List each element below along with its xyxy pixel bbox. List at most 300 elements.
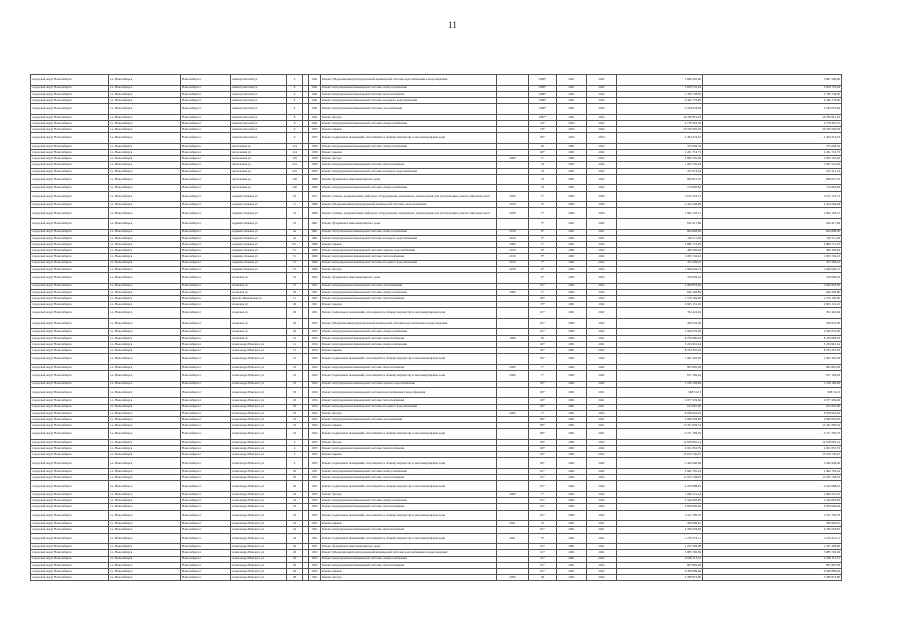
cell-area xyxy=(497,387,529,398)
cell-y2: 2022 xyxy=(587,446,617,452)
cell-settlement: Новосибирск г xyxy=(181,452,231,458)
cell-cost: 16 700 812,63 xyxy=(617,114,703,120)
cell-area xyxy=(497,133,529,144)
cell-district: городской округ Новосибирск xyxy=(31,185,109,191)
cell-y1: 2002 xyxy=(557,381,587,387)
cell-year: 1954 xyxy=(309,341,321,347)
cell-street: Азовская ул xyxy=(231,283,287,289)
cell-work: Ремонт внутридомовой инженерной системы холодного водоснабжения xyxy=(321,97,497,103)
cell-year: 1953 xyxy=(309,504,321,510)
cell-work: Ремонт (Модернизация) внутридомовой инженерной системы водоснабжения и водоотведения xyxy=(321,550,497,556)
cell-district: городской округ Новосибирск xyxy=(31,498,109,504)
cell-settlement: Новосибирск г xyxy=(181,348,231,354)
cell-y1: 2001 xyxy=(557,143,587,149)
cell-cost: 646 206,80 xyxy=(617,289,703,295)
cell-year: 1951 xyxy=(309,308,321,319)
cell-house: 18 xyxy=(287,387,303,398)
cell-street: Азовская ул xyxy=(231,289,287,295)
cell-settlement: Новосибирск г xyxy=(181,410,231,416)
cell-street: Автогенная ул xyxy=(231,168,287,174)
cell-work: Ремонт фасада xyxy=(321,156,497,162)
cell-period: 62 xyxy=(529,143,557,149)
cell-y1: 2002 xyxy=(557,575,587,581)
cell-street: Александра Невского ул xyxy=(231,370,287,381)
cell-street: Александра Невского ул xyxy=(231,562,287,568)
cell-area: 2009 xyxy=(497,410,529,416)
cell-street: Авиастроителей ул xyxy=(231,97,287,103)
cell-total: 3 012 153,13 xyxy=(703,191,842,202)
cell-y2: 2022 xyxy=(587,475,617,481)
cell-y2: 2022 xyxy=(587,150,617,156)
cell-year: 1952 xyxy=(309,562,321,568)
cell-total: 1 069 626,72 xyxy=(703,266,842,272)
cell-y1: 2003 xyxy=(557,191,587,202)
cell-y2: 2022 xyxy=(587,308,617,319)
cell-municipality: г.о. Новосибирск xyxy=(109,127,181,133)
cell-y2: 2022 xyxy=(587,114,617,120)
cell-period: 91* xyxy=(529,475,557,481)
cell-y2: 2022 xyxy=(587,481,617,492)
cell-work: Ремонт внутридомовой инженерной системы электроснабжения xyxy=(321,185,497,191)
cell-year: 1961 xyxy=(309,229,321,235)
cell-municipality: г.о. Новосибирск xyxy=(109,556,181,562)
cell-cost: 2 549 083,99 xyxy=(617,498,703,504)
cell-house: 26 xyxy=(287,550,303,556)
cell-period: 91* xyxy=(529,568,557,574)
cell-y1: 2001 xyxy=(557,168,587,174)
cell-year: 1951 xyxy=(309,575,321,581)
cell-y1: 2001 xyxy=(557,219,587,230)
cell-street: Александра Невского ул xyxy=(231,475,287,481)
cell-house: 148 xyxy=(287,174,303,185)
cell-settlement: Новосибирск г xyxy=(181,150,231,156)
cell-y1: 2002 xyxy=(557,318,587,329)
cell-y1: 2002 xyxy=(557,469,587,475)
cell-house: 21 xyxy=(287,272,303,283)
cell-y2: 2021 xyxy=(587,521,617,527)
cell-period: 60* xyxy=(529,150,557,156)
cell-y2: 2022 xyxy=(587,75,617,86)
cell-municipality: г.о. Новосибирск xyxy=(109,354,181,365)
cell-period: 1986* xyxy=(529,91,557,97)
cell-district: городской округ Новосибирск xyxy=(31,423,109,429)
cell-settlement: Новосибирск г xyxy=(181,527,231,533)
cell-y2: 2022 xyxy=(587,272,617,283)
cell-settlement: Новосибирск г xyxy=(181,241,231,247)
cell-total: 2 006 853,60 xyxy=(703,283,842,289)
table-row xyxy=(31,481,842,492)
cell-street: Александра Невского ул xyxy=(231,439,287,445)
table-row xyxy=(31,429,842,440)
cell-year: 1958 xyxy=(309,185,321,191)
cell-cost: 2 006 853,60 xyxy=(617,283,703,289)
cell-y1: 2001 xyxy=(557,75,587,86)
cell-y2: 2022 xyxy=(587,248,617,254)
cell-total: 1 902 303,39 xyxy=(703,354,842,365)
cell-cost: 475 296,42 xyxy=(617,260,703,266)
cell-cost: 4 951 853,79 xyxy=(617,446,703,452)
cell-street: Авиастроителей ул xyxy=(231,104,287,115)
cell-total: 4 951 853,79 xyxy=(703,446,842,452)
cell-cost: 352 416,94 xyxy=(617,308,703,319)
cell-settlement: Новосибирск г xyxy=(181,75,231,86)
cell-cost: 472 213,24 xyxy=(617,168,703,174)
cell-total: 1 570 160,00 xyxy=(703,295,842,301)
cell-district: городской округ Новосибирск xyxy=(31,208,109,219)
cell-y1: 2001 xyxy=(557,521,587,527)
cell-year: 1954 xyxy=(309,416,321,422)
cell-y2: 2021 xyxy=(587,335,617,341)
cell-y2: 2021 xyxy=(587,229,617,235)
cell-area xyxy=(497,174,529,185)
cell-work: Ремонт (замена, модернизация) лифтового оборудования, признанного непригодным для эксплуатации, ремонт лифтовых шахт xyxy=(321,208,497,219)
cell-work: Ремонт внутридомовой инженерной системы теплоснабжения xyxy=(321,335,497,341)
cell-year: 1960 xyxy=(309,248,321,254)
cell-area: 2009 xyxy=(497,289,529,295)
cell-y2: 2022 xyxy=(587,260,617,266)
cell-area: 2019 xyxy=(497,260,529,266)
cell-period: 91* xyxy=(529,527,557,533)
cell-municipality: г.о. Новосибирск xyxy=(109,498,181,504)
cell-total: 3 311 785,79 xyxy=(703,510,842,521)
cell-work: Ремонт подвальных помещений, относящихся к общему имуществу в многоквартирном доме xyxy=(321,429,497,440)
cell-period: 91* xyxy=(529,308,557,319)
cell-district: городской округ Новосибирск xyxy=(31,335,109,341)
cell-district: городской округ Новосибирск xyxy=(31,248,109,254)
cell-district: городской округ Новосибирск xyxy=(31,241,109,247)
cell-year: 1952 xyxy=(309,272,321,283)
cell-y1: 2002 xyxy=(557,254,587,260)
cell-period: 1* xyxy=(529,289,557,295)
cell-work: Ремонт фундамента многоквартирного дома xyxy=(321,272,497,283)
cell-district: городской округ Новосибирск xyxy=(31,114,109,120)
cell-area: 2019 xyxy=(497,248,529,254)
cell-total: 905 805,09 xyxy=(703,364,842,370)
cell-y2: 2022 xyxy=(587,452,617,458)
cell-work: Ремонт подвальных помещений, относящихся к общему имуществу в многоквартирном доме xyxy=(321,458,497,469)
cell-street: Дурова-Ивановская ул xyxy=(231,295,287,301)
cell-total: 2 261 716,75 xyxy=(703,150,842,156)
cell-municipality: г.о. Новосибирск xyxy=(109,156,181,162)
cell-municipality: г.о. Новосибирск xyxy=(109,97,181,103)
cell-street: Александра Невского ул xyxy=(231,381,287,387)
cell-house: 5 xyxy=(287,75,303,86)
cell-settlement: Новосибирск г xyxy=(181,248,231,254)
cell-house: 29 xyxy=(287,308,303,319)
cell-cost: 1 235 472,11 xyxy=(617,533,703,544)
cell-period: 1986* xyxy=(529,97,557,103)
cell-work: Ремонт фасада xyxy=(321,410,497,416)
cell-y2: 2022 xyxy=(587,104,617,115)
cell-cost: 6 440 776,00 xyxy=(617,97,703,103)
cell-work: Ремонт внутридомовой инженерной системы электроснабжения xyxy=(321,556,497,562)
cell-y2: 2022 xyxy=(587,289,617,295)
cell-work: Ремонт подвальных помещений, относящихся к общему имуществу в многоквартирном доме xyxy=(321,510,497,521)
cell-settlement: Новосибирск г xyxy=(181,544,231,550)
cell-house: 27 xyxy=(287,283,303,289)
cell-district: городской округ Новосибирск xyxy=(31,575,109,581)
cell-total: 5 234 961,44 xyxy=(703,341,842,347)
cell-cost: 2 096 692,92 xyxy=(617,416,703,422)
cell-y2: 2022 xyxy=(587,329,617,335)
cell-house: 6 xyxy=(287,85,303,91)
cell-year: 1959 xyxy=(309,168,321,174)
cell-cost: 613 667,00 xyxy=(617,404,703,410)
cell-total: 496 366,94 xyxy=(703,248,842,254)
cell-municipality: г.о. Новосибирск xyxy=(109,241,181,247)
cell-municipality: г.о. Новосибирск xyxy=(109,202,181,208)
cell-street: Александра Невского ул xyxy=(231,533,287,544)
cell-settlement: Новосибирск г xyxy=(181,469,231,475)
cell-house: 20 xyxy=(287,469,303,475)
cell-settlement: Новосибирск г xyxy=(181,533,231,544)
cell-municipality: г.о. Новосибирск xyxy=(109,308,181,319)
cell-cost: 8 764 367,03 xyxy=(617,348,703,354)
cell-y1: 2001 xyxy=(557,97,587,103)
cell-total: 2 926 679,00 xyxy=(703,329,842,335)
cell-cost: 8 958 663,62 xyxy=(617,410,703,416)
cell-cost: 2 000 105,00 xyxy=(617,156,703,162)
cell-year: 1954 xyxy=(309,404,321,410)
cell-settlement: Новосибирск г xyxy=(181,191,231,202)
cell-street: Адриена Лежена ул xyxy=(231,229,287,235)
cell-municipality: г.о. Новосибирск xyxy=(109,475,181,481)
cell-settlement: Новосибирск г xyxy=(181,156,231,162)
cell-district: городской округ Новосибирск xyxy=(31,504,109,510)
cell-y2: 2022 xyxy=(587,97,617,103)
cell-work: Ремонт внутридомовой инженерной системы теплоснабжения xyxy=(321,364,497,370)
cell-district: городской округ Новосибирск xyxy=(31,295,109,301)
cell-district: городской округ Новосибирск xyxy=(31,260,109,266)
cell-y1: 2001 xyxy=(557,235,587,241)
cell-y1: 2003 xyxy=(557,162,587,168)
cell-cost: 1 069 626,72 xyxy=(617,266,703,272)
cell-district: городской округ Новосибирск xyxy=(31,85,109,91)
cell-period: 69* xyxy=(529,133,557,144)
cell-y1: 2002 xyxy=(557,150,587,156)
cell-total: 2 000 105,00 xyxy=(703,156,842,162)
cell-total: 8 270 680,63 xyxy=(703,335,842,341)
cell-year: 1954 xyxy=(309,348,321,354)
cell-y2: 2022 xyxy=(587,120,617,126)
cell-total: 2 760 738,00 xyxy=(703,91,842,97)
cell-year: 1941 xyxy=(309,120,321,126)
cell-municipality: г.о. Новосибирск xyxy=(109,521,181,527)
cell-y2: 2021 xyxy=(587,429,617,440)
cell-year: 1951 xyxy=(309,469,321,475)
cell-period: 69* xyxy=(529,439,557,445)
cell-municipality: г.о. Новосибирск xyxy=(109,492,181,498)
cell-municipality: г.о. Новосибирск xyxy=(109,387,181,398)
cell-cost: 2 880 772,03 xyxy=(617,241,703,247)
cell-district: городской округ Новосибирск xyxy=(31,91,109,97)
cell-house: 11 xyxy=(287,202,303,208)
cell-year: 1955 xyxy=(309,458,321,469)
cell-y2: 2022 xyxy=(587,85,617,91)
cell-period: 91* xyxy=(529,498,557,504)
cell-street: Адриена Лежена ул xyxy=(231,254,287,260)
cell-y1: 2001 xyxy=(557,568,587,574)
cell-street: Александра Невского ул xyxy=(231,348,287,354)
cell-district: городской округ Новосибирск xyxy=(31,75,109,86)
cell-y1: 2022 xyxy=(557,127,587,133)
cell-work: Ремонт крыши xyxy=(321,423,497,429)
cell-y1: 2002 xyxy=(557,335,587,341)
cell-year: 1959 xyxy=(309,143,321,149)
cell-street: Александра Невского ул xyxy=(231,481,287,492)
cell-settlement: Новосибирск г xyxy=(181,283,231,289)
cell-municipality: г.о. Новосибирск xyxy=(109,452,181,458)
cell-area xyxy=(497,219,529,230)
cell-cost: 905 805,09 xyxy=(617,364,703,370)
cell-area: 2009 xyxy=(497,492,529,498)
cell-house: 6 xyxy=(287,97,303,103)
cell-district: городской округ Новосибирск xyxy=(31,283,109,289)
cell-y2: 2022 xyxy=(587,354,617,365)
cell-settlement: Новосибирск г xyxy=(181,272,231,283)
cell-district: городской округ Новосибирск xyxy=(31,174,109,185)
cell-area: 2009 xyxy=(497,156,529,162)
cell-settlement: Новосибирск г xyxy=(181,185,231,191)
cell-year: 1954 xyxy=(309,381,321,387)
cell-district: городской округ Новосибирск xyxy=(31,104,109,115)
cell-district: городской округ Новосибирск xyxy=(31,289,109,295)
cell-cost: 2 962 785,24 xyxy=(617,469,703,475)
cell-street: Авиастроителей ул xyxy=(231,133,287,144)
cell-settlement: Новосибирск г xyxy=(181,510,231,521)
cell-period: 91* xyxy=(529,469,557,475)
cell-total: 3 271 782,79 xyxy=(703,429,842,440)
cell-house: 2 xyxy=(287,458,303,469)
cell-year: 1954 xyxy=(309,335,321,341)
cell-street: Автогенная ул xyxy=(231,150,287,156)
cell-work: Ремонт крыши xyxy=(321,568,497,574)
table-row xyxy=(31,219,842,230)
cell-cost: 5 234 961,44 xyxy=(617,341,703,347)
cell-district: городской округ Новосибирск xyxy=(31,492,109,498)
cell-y1: 2001 xyxy=(557,91,587,97)
cell-period: 91* xyxy=(529,283,557,289)
cell-settlement: Новосибирск г xyxy=(181,318,231,329)
cell-y2: 2021 xyxy=(587,416,617,422)
cell-year: 1957 xyxy=(309,127,321,133)
table-row xyxy=(31,174,842,185)
cell-y2: 2022 xyxy=(587,568,617,574)
cell-settlement: Новосибирск г xyxy=(181,381,231,387)
cell-y1: 2022 xyxy=(557,133,587,144)
cell-cost: 3 885 700,69 xyxy=(617,550,703,556)
cell-period: 69* xyxy=(529,452,557,458)
cell-house: 2 xyxy=(287,452,303,458)
cell-total: 4 766 059,82 xyxy=(703,527,842,533)
cell-house: 19 xyxy=(287,429,303,440)
cell-municipality: г.о. Новосибирск xyxy=(109,150,181,156)
cell-year: 1952 xyxy=(309,329,321,335)
cell-cost: 4 778 363,35 xyxy=(617,120,703,126)
cell-street: Александра Невского ул xyxy=(231,550,287,556)
cell-municipality: г.о. Новосибирск xyxy=(109,458,181,469)
cell-period: 69* xyxy=(529,381,557,387)
cell-year: 1960 xyxy=(309,202,321,208)
cell-year: 1951 xyxy=(309,289,321,295)
cell-district: городской округ Новосибирск xyxy=(31,133,109,144)
cell-settlement: Новосибирск г xyxy=(181,521,231,527)
cell-street: Авиастроителей ул xyxy=(231,127,287,133)
cell-street: Александра Невского ул xyxy=(231,423,287,429)
cell-year: 1951 xyxy=(309,527,321,533)
cell-work: Ремонт внутридомовой инженерной системы холодного водоснабжения xyxy=(321,235,497,241)
cell-settlement: Новосибирск г xyxy=(181,85,231,91)
cell-period: 4* xyxy=(529,202,557,208)
cell-total: 2 962 785,24 xyxy=(703,469,842,475)
cell-y1: 2003 xyxy=(557,208,587,219)
cell-y2: 2022 xyxy=(587,302,617,308)
table-row xyxy=(31,318,842,329)
cell-y1: 2002 xyxy=(557,475,587,481)
cell-cost: 699 815,70 xyxy=(617,174,703,185)
cell-y2: 2022 xyxy=(587,295,617,301)
cell-house: 11 xyxy=(287,295,303,301)
cell-cost: 13 261 836,54 xyxy=(617,423,703,429)
cell-work: Ремонт фундамента многоквартирного дома xyxy=(321,219,497,230)
cell-municipality: г.о. Новосибирск xyxy=(109,191,181,202)
cell-settlement: Новосибирск г xyxy=(181,370,231,381)
cell-work: Ремонт внутридомовой инженерной системы теплоснабжения xyxy=(321,91,497,97)
cell-total: 4 569 113,31 xyxy=(703,556,842,562)
cell-y2: 2022 xyxy=(587,556,617,562)
cell-total: 5 891 586,00 xyxy=(703,75,842,86)
cell-y1: 2002 xyxy=(557,504,587,510)
cell-municipality: г.о. Новосибирск xyxy=(109,248,181,254)
cell-y2: 2022 xyxy=(587,91,617,97)
cell-district: городской округ Новосибирск xyxy=(31,562,109,568)
cell-work: Ремонт фасада xyxy=(321,266,497,272)
cell-year: 1941 xyxy=(309,104,321,115)
cell-municipality: г.о. Новосибирск xyxy=(109,133,181,144)
cell-street: Авиастроителей ул xyxy=(231,85,287,91)
cell-municipality: г.о. Новосибирск xyxy=(109,469,181,475)
cell-work: Ремонт внутридомовой инженерной системы холодного водоснабжения xyxy=(321,168,497,174)
table-row xyxy=(31,308,842,319)
cell-settlement: Новосибирск г xyxy=(181,266,231,272)
cell-municipality: г.о. Новосибирск xyxy=(109,410,181,416)
cell-total: 319 006,24 xyxy=(703,272,842,283)
cell-y2: 2022 xyxy=(587,254,617,260)
cell-street: Адриена Лежена ул xyxy=(231,202,287,208)
cell-settlement: Новосибирск г xyxy=(181,481,231,492)
cell-municipality: г.о. Новосибирск xyxy=(109,423,181,429)
cell-total: 2 825 151,25 xyxy=(703,302,842,308)
cell-area: 2009 xyxy=(497,575,529,581)
cell-period: 6* xyxy=(529,229,557,235)
cell-year: 1954 xyxy=(309,398,321,404)
cell-house: 22 xyxy=(287,498,303,504)
cell-street: Авиастроителей ул xyxy=(231,114,287,120)
cell-y1: 2001 xyxy=(557,174,587,185)
cell-work: Ремонт внутридомовой инженерной системы газоснабжения xyxy=(321,416,497,422)
cell-work: Ремонт внутридомовой инженерной системы теплоснабжения xyxy=(321,527,497,533)
cell-total: 193 511,00 xyxy=(703,235,842,241)
cell-settlement: Новосибирск г xyxy=(181,127,231,133)
cell-y1: 2001 xyxy=(557,410,587,416)
cell-district: городской округ Новосибирск xyxy=(31,308,109,319)
cell-year: 1952 xyxy=(309,556,321,562)
cell-work: Ремонт подвальных помещений, относящихся к общему имуществу в многоквартирном доме xyxy=(321,354,497,365)
cell-district: городской округ Новосибирск xyxy=(31,341,109,347)
cell-total: 8 958 663,62 xyxy=(703,410,842,416)
cell-total: 12 618 081,14 xyxy=(703,439,842,445)
cell-municipality: г.о. Новосибирск xyxy=(109,370,181,381)
